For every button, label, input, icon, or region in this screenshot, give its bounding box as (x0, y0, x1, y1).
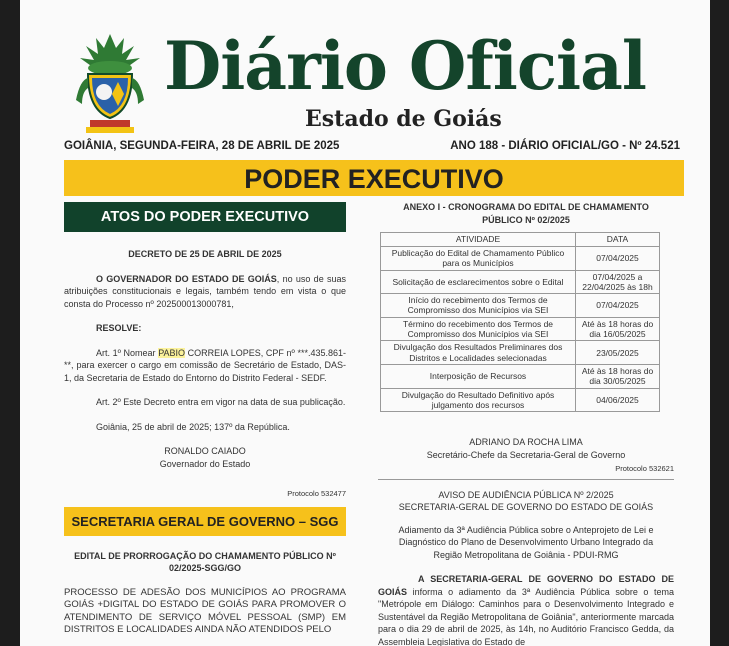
decree-article-2: Art. 2º Este Decreto entra em vigor na data de sua publicação. (96, 397, 346, 407)
art1-text-a: Art. 1º Nomear (96, 347, 159, 358)
activity-cell: Publicação do Edital de Chamamento Público para os Municípios (381, 247, 576, 271)
decree-title: DECRETO DE 25 DE ABRIL DE 2025 (128, 249, 282, 259)
dateline (64, 140, 680, 152)
date-cell: 07/04/2025 (576, 247, 660, 271)
table-row (381, 388, 660, 412)
activity-cell: Solicitação de esclarecimentos sobre o Edital (381, 270, 576, 294)
signer-role: Secretário-Chefe da Secretaria-Geral de Governo (426, 449, 626, 460)
edital-text: PROCESSO DE ADESÃO DOS MUNICÍPIOS AO PROGRAMA GOIÁS +DIGITAL DO ESTADO DE GOIÁS PARA PROMOVER O ATENDIMENTO DE SERVIÇO MÓVEL PESSOAL (SMP) EM DISTRITOS E LOCALIDADES AINDA NÃO ATENDIDOS PELO (64, 586, 346, 635)
notice-summary: Adiamento da 3ª Audiência Pública sobre o Anteprojeto de Lei e Diagnóstico do Plano de Desenvolvimento Urbano Integrado da Região Metropolitana de Goiânia - PDUI-RMG (398, 524, 654, 560)
section-heading-sgg: SECRETARIA GERAL DE GOVERNO – SGG (64, 507, 346, 536)
edital-title: EDITAL DE PRORROGAÇÃO DO CHAMAMENTO PÚBLICO Nº 02/2025-SGG/GO (74, 550, 336, 573)
signer-role: Governador do Estado (159, 458, 251, 469)
section-heading-atos: ATOS DO PODER EXECUTIVO (64, 202, 346, 232)
protocol-number: Protocolo 532621 (615, 464, 674, 474)
schedule-table (380, 232, 660, 412)
divider (378, 479, 674, 480)
notice-organization: SECRETARIA-GERAL DE GOVERNO DO ESTADO DE GOIÁS (398, 502, 654, 513)
activity-cell: Divulgação do Resultado Definitivo após julgamento dos recursos (381, 388, 576, 412)
art1-text-b: CORREIA LOPES, CPF nº ***.435.861-**, para exercer o cargo em comissão de Secretário de Estado, DAS-1, da Secretaria de Estado do Entorno do Distrito Federal - SEDF. (64, 347, 347, 383)
highlighted-name: PABIO (158, 347, 186, 358)
signer-name: RONALDO CAIADO (164, 446, 246, 456)
notice-body-text: informa o adiamento da 3ª Audiência Pública sobre o tema "Metrópole em Diálogo: Caminhos para o Desenvolvimento Integrado e Sustentável da Região Metropolitana de Goiânia", anteriormente marcada para o dia 29 de abril de 2025, às 14h, no Auditório Francisco Gedda, da Assembleia Legislativa do Estado de (378, 586, 674, 646)
table-row (381, 341, 660, 365)
table-row (381, 364, 660, 388)
protocol-number: Protocolo 532477 (287, 489, 346, 498)
decree-intro (64, 273, 346, 311)
date-cell: 04/06/2025 (576, 388, 660, 412)
edition-number: ANO 188 - DIÁRIO OFICIAL/GO - Nº 24.521 (450, 140, 680, 152)
table-row (381, 247, 660, 271)
decree-article-1 (64, 347, 346, 385)
right-column (378, 201, 674, 646)
newspaper-page (20, 0, 710, 646)
newspaper-subtitle: Estado de Goiás (305, 106, 502, 132)
date-cell: 07/04/2025 a 22/04/2025 às 18h (576, 270, 660, 294)
newspaper-title: Diário Oficial (164, 27, 646, 105)
date-cell: Até às 18 horas do dia 30/05/2025 (576, 364, 660, 388)
column-header-activity: ATIVIDADE (381, 233, 576, 247)
notice-body-bold: A SECRETARIA-GERAL DE GOVERNO DO ESTADO DE GOIÁS (378, 574, 674, 597)
intro-bold: O GOVERNADOR DO ESTADO DE GOIÁS (96, 273, 277, 284)
resolve-label: RESOLVE: (96, 323, 142, 333)
section-banner: PODER EXECUTIVO (64, 160, 684, 196)
notice-body (378, 573, 674, 646)
place-date: Goiânia, 25 de abril de 2025; 137º da República. (96, 421, 290, 432)
state-coat-of-arms-icon (70, 30, 150, 138)
table-row (381, 294, 660, 318)
column-header-date: DATA (576, 233, 660, 247)
table-header-row (381, 233, 660, 247)
table-row (381, 270, 660, 294)
issue-date: GOIÂNIA, SEGUNDA-FEIRA, 28 DE ABRIL DE 2025 (64, 140, 340, 152)
intro-text: , no uso de suas atribuições constitucionais e legais, também tendo em vista o que consta do Processo nº 202500013000781, (64, 273, 346, 309)
activity-cell: Início do recebimento dos Termos de Compromisso dos Municípios via SEI (381, 294, 576, 318)
annex-title: ANEXO I - CRONOGRAMA DO EDITAL DE CHAMAMENTO PÚBLICO Nº 02/2025 (403, 202, 649, 225)
table-row (381, 317, 660, 341)
date-cell: 23/05/2025 (576, 341, 660, 365)
date-cell: Até às 18 horas do dia 16/05/2025 (576, 317, 660, 341)
activity-cell: Divulgação dos Resultados Preliminares dos Distritos e Localidades selecionadas (381, 341, 576, 365)
notice-title: AVISO DE AUDIÊNCIA PÚBLICA Nº 2/2025 (438, 489, 614, 500)
signer-name: ADRIANO DA ROCHA LIMA (469, 437, 583, 448)
date-cell: 07/04/2025 (576, 294, 660, 318)
left-column (64, 202, 346, 637)
activity-cell: Término do recebimento dos Termos de Compromisso dos Municípios via SEI (381, 317, 576, 341)
activity-cell: Interposição de Recursos (381, 364, 576, 388)
